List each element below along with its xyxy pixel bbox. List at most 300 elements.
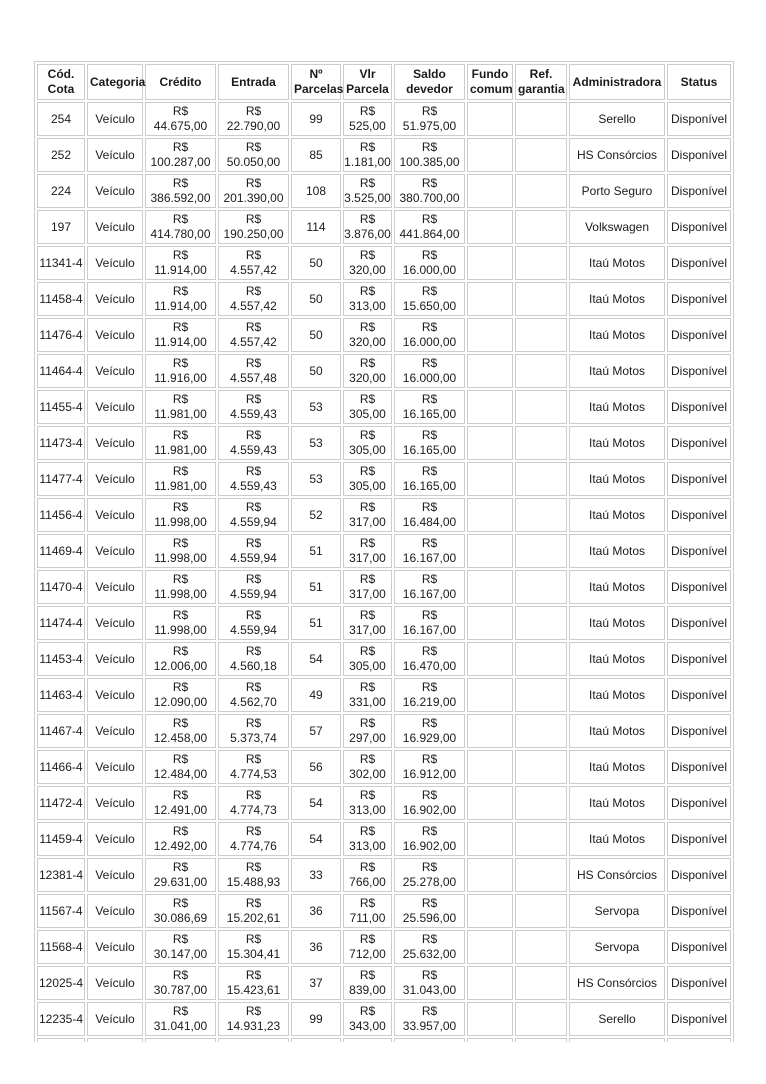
currency-symbol: R$: [421, 536, 438, 551]
currency-symbol: R$: [359, 716, 376, 731]
amount: 16.165,00: [402, 443, 457, 457]
amount: 33.957,00: [402, 1019, 457, 1033]
cell-parcelas: 85: [291, 138, 341, 172]
currency-symbol: R$: [421, 176, 438, 191]
cell-saldo: [394, 822, 465, 856]
cell-credito: [145, 606, 216, 640]
cell-vlr: [343, 498, 392, 532]
amount: 317,00: [349, 515, 386, 529]
cell-credito: [145, 786, 216, 820]
column-header-ref: Ref. garantia: [515, 64, 567, 100]
amount: 14.931,23: [226, 1019, 281, 1033]
cell-entrada-empty: [218, 1038, 289, 1042]
cell-status: Disponível: [667, 534, 731, 568]
cell-parcelas: 57: [291, 714, 341, 748]
currency-symbol: R$: [245, 212, 262, 227]
amount: 313,00: [349, 299, 386, 313]
cell-entrada: [218, 354, 289, 388]
cell-parcelas: 51: [291, 606, 341, 640]
column-header-entrada: Entrada: [218, 64, 289, 100]
cell-fundo: [467, 606, 513, 640]
currency-symbol: R$: [421, 788, 438, 803]
currency-symbol: R$: [172, 644, 189, 659]
amount: 12.090,00: [153, 695, 208, 709]
cell-credito: [145, 246, 216, 280]
cell-parcelas: 52: [291, 498, 341, 532]
currency-symbol: R$: [421, 140, 438, 155]
cell-adm: Servopa: [569, 930, 665, 964]
cell-parcelas: 51: [291, 534, 341, 568]
cell-adm-empty: [569, 1038, 665, 1042]
amount: 15.488,93: [226, 875, 281, 889]
cell-entrada: [218, 894, 289, 928]
amount: 51.975,00: [402, 119, 457, 133]
currency-symbol: R$: [245, 824, 262, 839]
cell-categoria: Veículo: [87, 282, 143, 316]
currency-symbol: R$: [421, 212, 438, 227]
cell-entrada: [218, 246, 289, 280]
cell-cod: 11453-4: [37, 642, 85, 676]
cell-status: Disponível: [667, 354, 731, 388]
currency-symbol: R$: [421, 248, 438, 263]
currency-symbol: R$: [245, 752, 262, 767]
amount: 305,00: [349, 443, 386, 457]
cell-parcelas: 108: [291, 174, 341, 208]
cell-vlr: [343, 642, 392, 676]
cell-status: Disponível: [667, 282, 731, 316]
cell-saldo: [394, 210, 465, 244]
cell-status: Disponível: [667, 786, 731, 820]
cell-saldo-empty: [394, 1038, 465, 1042]
cell-vlr: [343, 462, 392, 496]
cell-adm: Itaú Motos: [569, 498, 665, 532]
cell-categoria: Veículo: [87, 462, 143, 496]
cell-parcelas: 56: [291, 750, 341, 784]
cell-credito: [145, 714, 216, 748]
amount: 11.998,00: [154, 551, 207, 565]
currency-symbol: R$: [245, 860, 262, 875]
cell-ref: [515, 858, 567, 892]
cell-ref: [515, 570, 567, 604]
table-row: [37, 426, 731, 460]
cell-saldo: [394, 318, 465, 352]
cell-saldo: [394, 642, 465, 676]
cell-credito-empty: [145, 1038, 216, 1042]
cell-entrada: [218, 390, 289, 424]
currency-symbol: R$: [359, 644, 376, 659]
cell-entrada: [218, 966, 289, 1000]
cell-adm: HS Consórcios: [569, 966, 665, 1000]
currency-symbol: R$: [172, 608, 189, 623]
cell-ref: [515, 606, 567, 640]
amount: 441.864,00: [399, 227, 460, 241]
amount: 11.998,00: [154, 587, 207, 601]
currency-symbol: R$: [172, 104, 189, 119]
cell-ref: [515, 750, 567, 784]
cell-parcelas: 114: [291, 210, 341, 244]
amount: 305,00: [349, 659, 386, 673]
cell-categoria: Veículo: [87, 426, 143, 460]
cell-vlr: [343, 318, 392, 352]
cell-entrada: [218, 858, 289, 892]
currency-symbol: R$: [359, 392, 376, 407]
cell-saldo: [394, 606, 465, 640]
cell-saldo: [394, 534, 465, 568]
cell-parcelas-empty: [291, 1038, 341, 1042]
currency-symbol: R$: [359, 752, 376, 767]
amount: 766,00: [349, 875, 386, 889]
cell-categoria: Veículo: [87, 930, 143, 964]
amount: 414.780,00: [150, 227, 211, 241]
currency-symbol: R$: [245, 932, 262, 947]
amount: 16.902,00: [402, 803, 457, 817]
amount: 11.914,00: [154, 299, 207, 313]
cell-entrada: [218, 930, 289, 964]
cell-categoria: Veículo: [87, 966, 143, 1000]
amount: 15.423,61: [226, 983, 281, 997]
cell-vlr: [343, 390, 392, 424]
table-row: [37, 498, 731, 532]
cell-ref: [515, 714, 567, 748]
cell-cod: 254: [37, 102, 85, 136]
cell-credito: [145, 678, 216, 712]
amount: 5.373,74: [230, 731, 277, 745]
cell-saldo: [394, 426, 465, 460]
amount: 4.559,94: [230, 551, 277, 565]
cell-vlr: [343, 534, 392, 568]
currency-symbol: R$: [359, 284, 376, 299]
amount: 15.202,61: [226, 911, 281, 925]
amount: 343,00: [349, 1019, 386, 1033]
amount: 11.916,00: [154, 371, 207, 385]
cell-categoria: Veículo: [87, 534, 143, 568]
amount: 11.981,00: [154, 479, 207, 493]
currency-symbol: R$: [245, 428, 262, 443]
currency-symbol: R$: [359, 608, 376, 623]
amount: 16.470,00: [402, 659, 457, 673]
amount: 100.287,00: [150, 155, 211, 169]
cell-ref: [515, 498, 567, 532]
cell-saldo: [394, 498, 465, 532]
cell-categoria: Veículo: [87, 1002, 143, 1036]
column-header-cod: Cód. Cota: [37, 64, 85, 100]
amount: 331,00: [349, 695, 386, 709]
cell-credito: [145, 138, 216, 172]
cell-saldo: [394, 390, 465, 424]
cell-parcelas: 33: [291, 858, 341, 892]
column-header-saldo: Saldo devedor: [394, 64, 465, 100]
cell-adm: Itaú Motos: [569, 786, 665, 820]
cell-vlr: [343, 966, 392, 1000]
amount: 839,00: [349, 983, 386, 997]
amount: 25.278,00: [402, 875, 457, 889]
currency-symbol: R$: [421, 284, 438, 299]
cell-categoria: Veículo: [87, 714, 143, 748]
cell-categoria-empty: [87, 1038, 143, 1042]
cell-adm: Servopa: [569, 894, 665, 928]
currency-symbol: R$: [359, 824, 376, 839]
cell-adm: Itaú Motos: [569, 246, 665, 280]
cell-credito: [145, 462, 216, 496]
cell-adm: Itaú Motos: [569, 534, 665, 568]
amount: 317,00: [349, 587, 386, 601]
cell-vlr: [343, 246, 392, 280]
amount: 4.774,73: [230, 803, 277, 817]
cell-status: Disponível: [667, 138, 731, 172]
cell-fundo: [467, 462, 513, 496]
currency-symbol: R$: [421, 860, 438, 875]
cell-credito: [145, 822, 216, 856]
cell-vlr: [343, 570, 392, 604]
amount: 11.981,00: [154, 407, 207, 421]
currency-symbol: R$: [359, 968, 376, 983]
cell-credito: [145, 534, 216, 568]
amount: 4.557,42: [230, 299, 277, 313]
cell-saldo: [394, 714, 465, 748]
currency-symbol: R$: [245, 356, 262, 371]
table-header-row: [37, 64, 731, 100]
cell-status: Disponível: [667, 894, 731, 928]
currency-symbol: R$: [359, 932, 376, 947]
table-row: [37, 714, 731, 748]
cell-vlr: [343, 822, 392, 856]
cell-ref: [515, 534, 567, 568]
amount: 711,00: [349, 911, 386, 925]
cell-credito: [145, 1002, 216, 1036]
amount: 16.902,00: [402, 839, 457, 853]
table-row: [37, 138, 731, 172]
cell-categoria: Veículo: [87, 786, 143, 820]
cell-fundo: [467, 426, 513, 460]
currency-symbol: R$: [421, 824, 438, 839]
amount: 305,00: [349, 479, 386, 493]
cell-fundo: [467, 210, 513, 244]
cell-ref: [515, 894, 567, 928]
cell-cod: 11469-4: [37, 534, 85, 568]
currency-symbol: R$: [172, 464, 189, 479]
cell-status: Disponível: [667, 606, 731, 640]
currency-symbol: R$: [245, 392, 262, 407]
cell-status: Disponível: [667, 390, 731, 424]
cell-ref: [515, 642, 567, 676]
currency-symbol: R$: [421, 356, 438, 371]
cell-entrada: [218, 318, 289, 352]
currency-symbol: R$: [421, 428, 438, 443]
amount: 4.557,48: [230, 371, 277, 385]
cell-cod: 12025-4: [37, 966, 85, 1000]
cell-cod: 11463-4: [37, 678, 85, 712]
currency-symbol: R$: [172, 680, 189, 695]
cell-entrada: [218, 1002, 289, 1036]
amount: 320,00: [349, 371, 386, 385]
amount: 15.650,00: [402, 299, 457, 313]
cell-entrada: [218, 714, 289, 748]
currency-symbol: R$: [172, 788, 189, 803]
cell-vlr: [343, 354, 392, 388]
amount: 30.147,00: [153, 947, 208, 961]
cell-saldo: [394, 858, 465, 892]
amount: 4.559,94: [230, 623, 277, 637]
cell-ref: [515, 102, 567, 136]
cell-ref: [515, 678, 567, 712]
currency-symbol: R$: [172, 320, 189, 335]
cell-cod: 12235-4: [37, 1002, 85, 1036]
cell-status: Disponível: [667, 714, 731, 748]
currency-symbol: R$: [172, 896, 189, 911]
table-row: [37, 246, 731, 280]
cell-status: Disponível: [667, 246, 731, 280]
currency-symbol: R$: [359, 788, 376, 803]
amount: 16.167,00: [402, 623, 457, 637]
currency-symbol: R$: [172, 932, 189, 947]
currency-symbol: R$: [359, 428, 376, 443]
cell-parcelas: 37: [291, 966, 341, 1000]
cell-fundo: [467, 894, 513, 928]
amount: 4.560,18: [230, 659, 277, 673]
amount: 4.557,42: [230, 335, 277, 349]
amount: 313,00: [349, 839, 386, 853]
cell-fundo: [467, 246, 513, 280]
cell-vlr: [343, 750, 392, 784]
currency-symbol: R$: [359, 320, 376, 335]
amount: 16.165,00: [402, 479, 457, 493]
table-row: [37, 1002, 731, 1036]
amount: 44.675,00: [153, 119, 208, 133]
currency-symbol: R$: [172, 176, 189, 191]
table-row: [37, 570, 731, 604]
currency-symbol: R$: [359, 860, 376, 875]
cell-ref: [515, 210, 567, 244]
cell-parcelas: 99: [291, 102, 341, 136]
amount: 4.774,76: [230, 839, 277, 853]
amount: 16.167,00: [402, 551, 457, 565]
currency-symbol: R$: [421, 752, 438, 767]
cell-fundo: [467, 534, 513, 568]
cell-categoria: Veículo: [87, 858, 143, 892]
table-row: [37, 678, 731, 712]
currency-symbol: R$: [245, 788, 262, 803]
cell-status: Disponível: [667, 822, 731, 856]
cell-parcelas: 53: [291, 390, 341, 424]
currency-symbol: R$: [359, 212, 376, 227]
cell-adm: Itaú Motos: [569, 606, 665, 640]
cell-categoria: Veículo: [87, 246, 143, 280]
cell-saldo: [394, 786, 465, 820]
cell-categoria: Veículo: [87, 894, 143, 928]
currency-symbol: R$: [245, 464, 262, 479]
currency-symbol: R$: [359, 104, 376, 119]
amount: 313,00: [349, 803, 386, 817]
currency-symbol: R$: [172, 212, 189, 227]
amount: 16.929,00: [402, 731, 457, 745]
cell-credito: [145, 498, 216, 532]
cell-categoria: Veículo: [87, 678, 143, 712]
cell-cod: 197: [37, 210, 85, 244]
cell-fundo: [467, 282, 513, 316]
table-row: [37, 462, 731, 496]
cell-credito: [145, 282, 216, 316]
amount: 11.914,00: [154, 263, 207, 277]
cell-adm: Itaú Motos: [569, 750, 665, 784]
cell-status: Disponível: [667, 858, 731, 892]
amount: 4.557,42: [230, 263, 277, 277]
currency-symbol: R$: [172, 860, 189, 875]
cell-ref: [515, 966, 567, 1000]
currency-symbol: R$: [172, 248, 189, 263]
cell-categoria: Veículo: [87, 606, 143, 640]
table-row: [37, 966, 731, 1000]
currency-symbol: R$: [245, 716, 262, 731]
currency-symbol: R$: [359, 1004, 376, 1019]
currency-symbol: R$: [359, 536, 376, 551]
cell-cod: 11467-4: [37, 714, 85, 748]
table-row: [37, 822, 731, 856]
cell-parcelas: 49: [291, 678, 341, 712]
currency-symbol: R$: [172, 752, 189, 767]
cell-saldo: [394, 1002, 465, 1036]
currency-symbol: R$: [172, 968, 189, 983]
cell-entrada: [218, 750, 289, 784]
cell-categoria: Veículo: [87, 138, 143, 172]
cell-categoria: Veículo: [87, 822, 143, 856]
amount: 11.914,00: [154, 335, 207, 349]
cell-credito: [145, 750, 216, 784]
cell-entrada: [218, 606, 289, 640]
cell-status: Disponível: [667, 174, 731, 208]
cell-entrada: [218, 786, 289, 820]
amount: 320,00: [349, 335, 386, 349]
cell-adm: Itaú Motos: [569, 318, 665, 352]
amount: 4.559,94: [230, 515, 277, 529]
cell-entrada: [218, 174, 289, 208]
cell-vlr: [343, 714, 392, 748]
cell-entrada: [218, 678, 289, 712]
cell-parcelas: 54: [291, 822, 341, 856]
cell-fundo: [467, 786, 513, 820]
amount: 29.631,00: [153, 875, 208, 889]
quotas-table-viewport: [34, 61, 736, 1042]
amount: 12.458,00: [153, 731, 208, 745]
currency-symbol: R$: [359, 680, 376, 695]
currency-symbol: R$: [421, 968, 438, 983]
cell-vlr: [343, 858, 392, 892]
cell-saldo: [394, 354, 465, 388]
cell-credito: [145, 426, 216, 460]
cell-status: Disponível: [667, 642, 731, 676]
amount: 15.304,41: [226, 947, 281, 961]
amount: 525,00: [349, 119, 386, 133]
amount: 16.219,00: [402, 695, 457, 709]
currency-symbol: R$: [421, 644, 438, 659]
cell-adm: Serello: [569, 1002, 665, 1036]
cell-cod: 11476-4: [37, 318, 85, 352]
table-row: [37, 930, 731, 964]
cell-cod-empty: [37, 1038, 85, 1042]
currency-symbol: R$: [172, 284, 189, 299]
cell-fundo-empty: [467, 1038, 513, 1042]
currency-symbol: R$: [359, 896, 376, 911]
currency-symbol: R$: [421, 464, 438, 479]
currency-symbol: R$: [421, 932, 438, 947]
cell-ref: [515, 138, 567, 172]
cell-categoria: Veículo: [87, 210, 143, 244]
currency-symbol: R$: [359, 572, 376, 587]
cell-status: Disponível: [667, 498, 731, 532]
cell-credito: [145, 894, 216, 928]
cell-categoria: Veículo: [87, 642, 143, 676]
amount: 386.592,00: [150, 191, 211, 205]
table-row: [37, 642, 731, 676]
